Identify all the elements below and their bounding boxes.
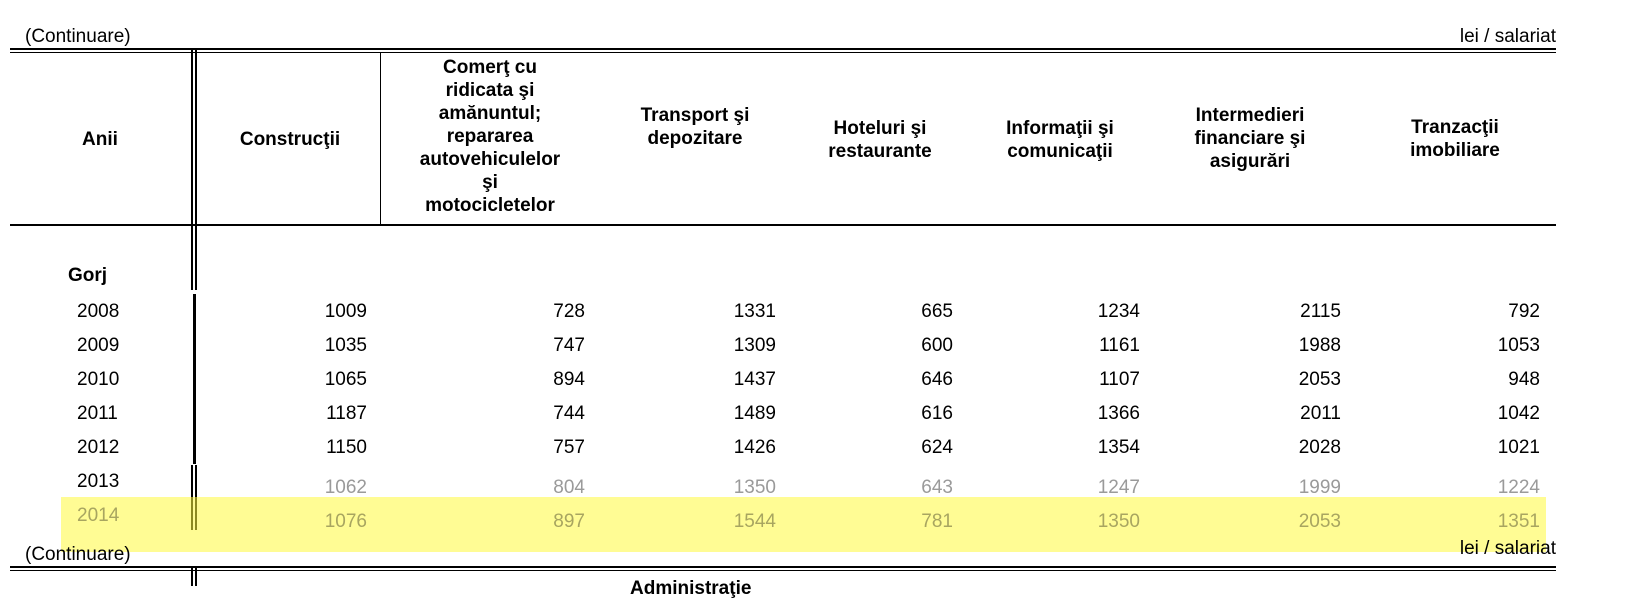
table-cell: 1021 — [1497, 437, 1540, 458]
header-trade: Comerţ cu ridicata şi amănuntul; repararea autovehiculelor şi motocicletelor — [419, 57, 561, 216]
header-construction: Construcţii — [239, 129, 341, 150]
next-header-partial: Administraţie — [630, 578, 752, 599]
table-cell: 600 — [921, 335, 953, 356]
table-cell: 747 — [553, 335, 585, 356]
table-cell: 1076 — [324, 511, 367, 532]
table-cell: 897 — [553, 511, 585, 532]
table-cell: 1035 — [324, 335, 367, 356]
table-top-rule — [10, 48, 1556, 50]
table-cell: 1161 — [1099, 335, 1140, 356]
next-years-rule-a — [191, 568, 193, 586]
table-cell: 804 — [553, 477, 585, 498]
table-cell: 643 — [921, 477, 953, 498]
construction-column-rule — [380, 52, 381, 224]
years-column-rule-thick — [193, 294, 196, 464]
table-cell: 792 — [1508, 301, 1540, 322]
table-cell: 1187 — [326, 403, 367, 424]
table-cell: 757 — [553, 437, 585, 458]
table-cell: 1062 — [324, 477, 367, 498]
table-cell: 781 — [921, 511, 953, 532]
table-cell: 665 — [921, 301, 953, 322]
next-table-top-rule-2 — [10, 570, 1556, 571]
table-cell: 2053 — [1298, 511, 1341, 532]
table-cell: 616 — [921, 403, 953, 424]
year-label: 2014 — [77, 505, 120, 526]
table-cell: 1351 — [1497, 511, 1540, 532]
years-column-rule-b — [195, 48, 197, 290]
table-cell: 894 — [553, 369, 585, 390]
year-label: 2008 — [77, 301, 120, 322]
header-years: Anii — [82, 129, 118, 150]
table-cell: 1009 — [324, 301, 367, 322]
table-cell: 624 — [921, 437, 953, 458]
next-table-top-rule — [10, 566, 1556, 568]
next-continuation-label: (Continuare) — [25, 544, 131, 565]
year-label: 2012 — [77, 437, 120, 458]
table-cell: 1544 — [733, 511, 776, 532]
year-label: 2010 — [77, 369, 120, 390]
table-cell: 1437 — [733, 369, 776, 390]
table-cell: 1309 — [733, 335, 776, 356]
header-bottom-rule — [10, 224, 1556, 226]
table-cell: 948 — [1508, 369, 1540, 390]
header-transport: Transport şi depozitare — [640, 105, 750, 149]
year-label: 2011 — [77, 403, 118, 424]
table-cell: 1065 — [324, 369, 367, 390]
year-label: 2013 — [77, 471, 120, 492]
table-cell: 646 — [921, 369, 953, 390]
table-cell: 1350 — [733, 477, 776, 498]
continuation-label: (Continuare) — [25, 26, 131, 47]
table-cell: 2011 — [1300, 403, 1341, 424]
year-label: 2009 — [77, 335, 120, 356]
table-cell: 2115 — [1300, 301, 1341, 322]
table-cell: 1053 — [1497, 335, 1540, 356]
table-cell: 1426 — [733, 437, 776, 458]
table-top-rule-2 — [10, 52, 1556, 53]
table-cell: 1150 — [326, 437, 367, 458]
header-real-estate: Tranzacţii imobiliare — [1410, 117, 1500, 161]
table-cell: 1042 — [1497, 403, 1540, 424]
table-cell: 1988 — [1298, 335, 1341, 356]
table-cell: 1247 — [1097, 477, 1140, 498]
region-label: Gorj — [68, 265, 108, 286]
header-information: Informaţii şi comunicaţii — [1006, 118, 1114, 162]
table-cell: 1354 — [1097, 437, 1140, 458]
table-cell: 728 — [553, 301, 585, 322]
table-cell: 1999 — [1298, 477, 1341, 498]
next-years-rule-b — [195, 568, 197, 586]
table-cell: 1224 — [1497, 477, 1540, 498]
header-hotels: Hoteluri şi restaurante — [828, 118, 932, 162]
years-column-rule-a — [191, 48, 193, 290]
unit-label: lei / salariat — [1459, 26, 1556, 47]
table-cell: 1234 — [1097, 301, 1140, 322]
table-cell: 2053 — [1298, 369, 1341, 390]
table-cell: 744 — [553, 403, 585, 424]
table-cell: 2028 — [1298, 437, 1341, 458]
table-cell: 1350 — [1097, 511, 1140, 532]
table-cell: 1107 — [1099, 369, 1140, 390]
header-financial: Intermedieri financiare şi asigurări — [1194, 105, 1306, 172]
table-cell: 1366 — [1097, 403, 1140, 424]
table-cell: 1489 — [733, 403, 776, 424]
table-cell: 1331 — [733, 301, 776, 322]
next-unit-label: lei / salariat — [1459, 538, 1556, 559]
